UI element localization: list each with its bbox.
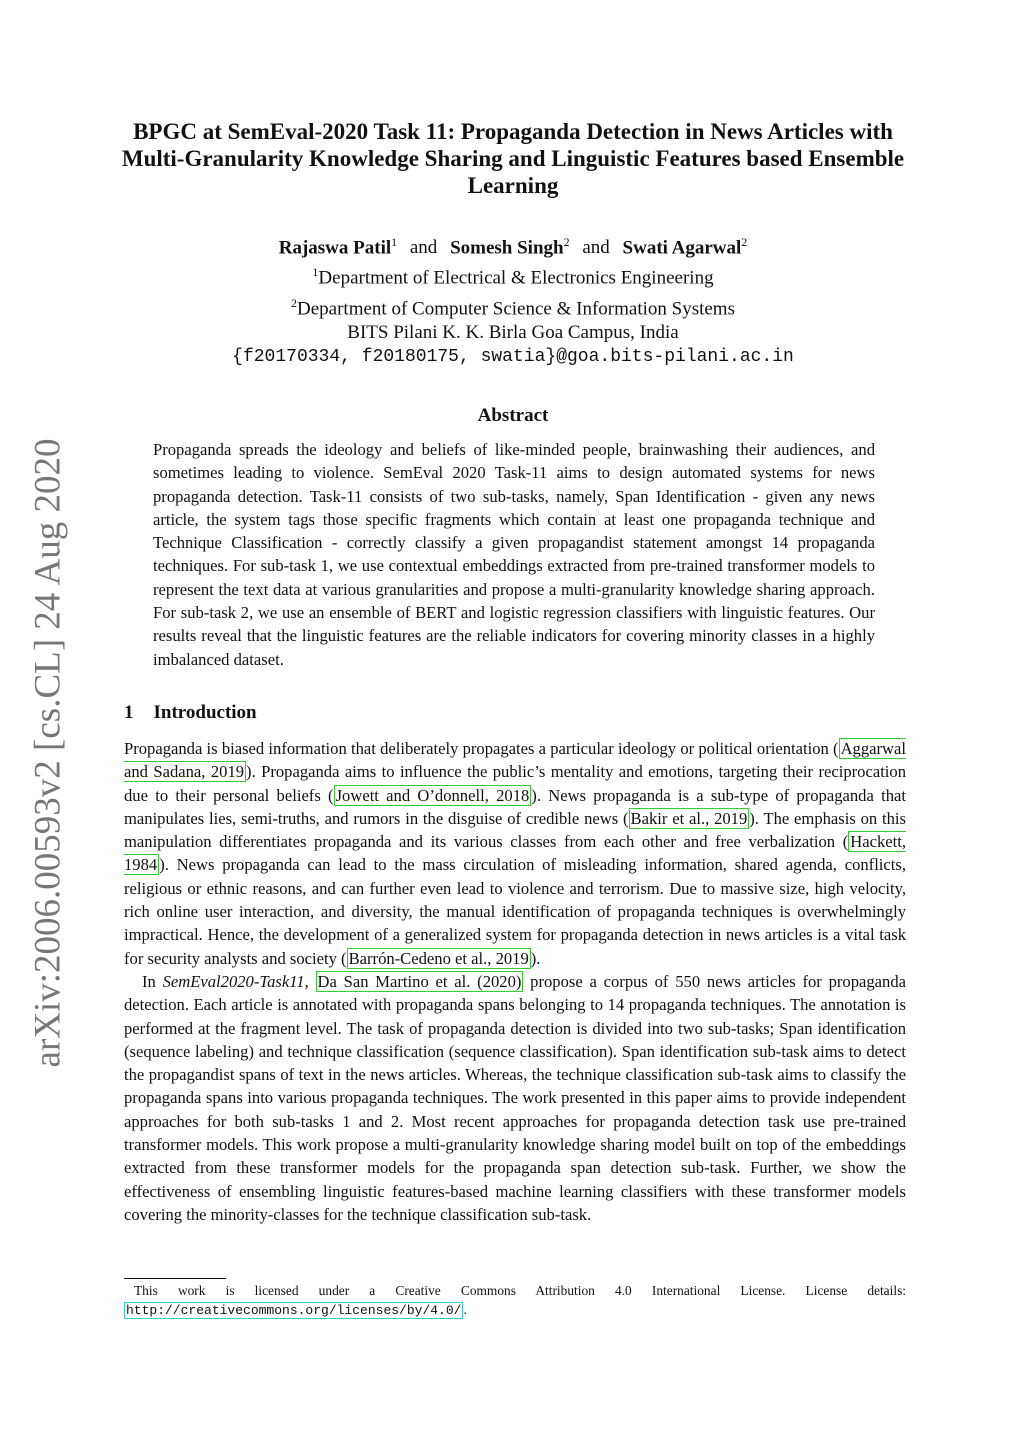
author-name: Rajaswa Patil: [278, 237, 392, 259]
author-emails: {f20170334, f20180175, swatia}@goa.bits-pilani.ac.in: [232, 346, 794, 367]
author-sup: 2: [741, 235, 748, 249]
affil-sup: 1: [312, 265, 319, 280]
intro-paragraph-2: [124, 970, 906, 1226]
license-url-link[interactable]: http://creativecommons.org/licenses/by/4.0/: [126, 1303, 462, 1318]
intro-paragraph-1: [124, 737, 906, 970]
citation-link[interactable]: Jowett and O’donnell, 2018: [335, 785, 530, 805]
author-name: Swati Agarwal: [622, 237, 742, 259]
and-text: and: [582, 237, 610, 259]
license-footnote: [124, 1281, 906, 1320]
text-run: In: [142, 971, 163, 991]
affiliation-2: [120, 291, 906, 321]
abstract-heading: Abstract: [477, 405, 549, 426]
abstract-text: Propaganda spreads the ideology and beliefs of like-minded people, brainwashing their audiences, and sometimes leading to violence. SemEval 2020 Task-11 aims to design automated systems for news propaganda detection. Task-11 consists of two sub-tasks, namely, Span Identification - given any news article, the system tags those specific fragments which contain at least one propaganda technique and Technique Classification - correctly classify a given propagandist statement amongst 14 propaganda techniques. For sub-task 1, we use contextual embeddings extracted from pre-trained transformer models to represent the text data at various granularities and propose a multi-granularity knowledge sharing approach. For sub-task 2, we use an ensemble of BERT and logistic regression classifiers with linguistic features. Our results reveal that the linguistic features are the reliable indicators for covering minority classes in a highly imbalanced dataset.: [153, 440, 875, 669]
author-line: [120, 230, 906, 260]
text-run: ). Propaganda aims to influence the public’s mentality and emotions, targeting their reciprocation due to their personal beliefs (: [124, 762, 907, 805]
introduction-body: [124, 737, 906, 1226]
institution: BITS Pilani K. K. Birla Goa Campus, India: [347, 321, 679, 343]
author-sup: 1: [391, 235, 398, 249]
author-name: Somesh Singh: [450, 237, 564, 259]
section-number: 1: [124, 702, 134, 723]
footnote-end: .: [463, 1302, 467, 1317]
author-sup: 2: [563, 235, 570, 249]
text-run: Propaganda is biased information that deliberately propagates a particular ideology or political orientation (: [124, 739, 839, 758]
author-block: [120, 230, 906, 369]
section-title: Introduction: [153, 702, 257, 723]
and-text: and: [409, 237, 438, 259]
affil-text: Department of Electrical & Electronics Engineering: [318, 267, 714, 289]
citation-link[interactable]: Barrón-Cedeno et al., 2019: [348, 948, 529, 968]
paper-title: BPGC at SemEval-2020 Task 11: Propaganda Detection in News Articles with Multi-Granularity Knowledge Sharing and Linguistic Features based Ensemble Learning: [121, 119, 905, 198]
footnote-rule: [124, 1278, 226, 1279]
text-run: propose a corpus of 550 news articles for propaganda detection. Each article is annotated with propaganda spans belonging to 14 propaganda techniques. The annotation is performed at the fragment level. The task of propaganda detection is divided into two sub-tasks; Span identification (sequence labeling) and technique classification (sequence classification). Span identification sub-task aims to detect the propagandist spans of text in the news articles. Whereas, the technique classification sub-task aims to classify the propaganda spans into various propaganda techniques. The work presented in this paper aims to provide independent approaches for both sub-tasks 1 and 2. Most recent approaches for propaganda detection task use pre-trained transformer models. This work propose a multi-granularity knowledge sharing model built on top of the embeddings extracted from these transformer models for the propaganda span detection sub-task. Further, we show the effectiveness of ensembling linguistic features-based machine learning classifiers with these transformer models covering the minority-classes for the technique classification sub-task.: [124, 971, 906, 1224]
citation-link[interactable]: Bakir et al., 2019: [630, 808, 748, 828]
citation-link[interactable]: Aggarwal and Sadana, 2019: [124, 739, 906, 782]
affiliation-1: [120, 260, 906, 290]
arxiv-identifier: [27, 438, 69, 1067]
footnote-text: This work is licensed under a Creative Commons Attribution 4.0 International License. License details:: [134, 1283, 906, 1298]
text-run: ). The emphasis on this manipulation differentiates propaganda and its various classes from each other and free verbalization (: [124, 808, 907, 852]
citation-link[interactable]: Da San Martino et al. (2020): [317, 971, 522, 991]
text-run: ,: [304, 971, 316, 991]
text-run: ). News propaganda can lead to the mass circulation of misleading information, shared agenda, conflicts, religious or ethnic reasons, and can further even lead to violence and terrorism. Due to massive size, high velocity, rich online user interaction, and diversity, the manual identification of propaganda techniques is overwhelmingly impractical. Hence, the development of a generalized system for propaganda detection in news articles is a vital task for security analysts and society (: [124, 855, 906, 968]
arxiv-identifier-text: arXiv:2006.00593v2 [cs.CL] 24 Aug 2020: [27, 438, 69, 1067]
affil-text: Department of Computer Science & Information Systems: [297, 297, 735, 319]
text-run: ).: [530, 948, 541, 968]
citation-link[interactable]: Hackett, 1984: [124, 832, 906, 875]
text-run: ). News propaganda is a sub-type of propaganda that manipulates lies, semi-truths, and rumors in the disguise of credible news (: [124, 785, 906, 828]
affil-sup: 2: [291, 295, 298, 310]
task-name: SemEval2020-Task11: [162, 971, 305, 991]
section-heading: [124, 702, 257, 724]
